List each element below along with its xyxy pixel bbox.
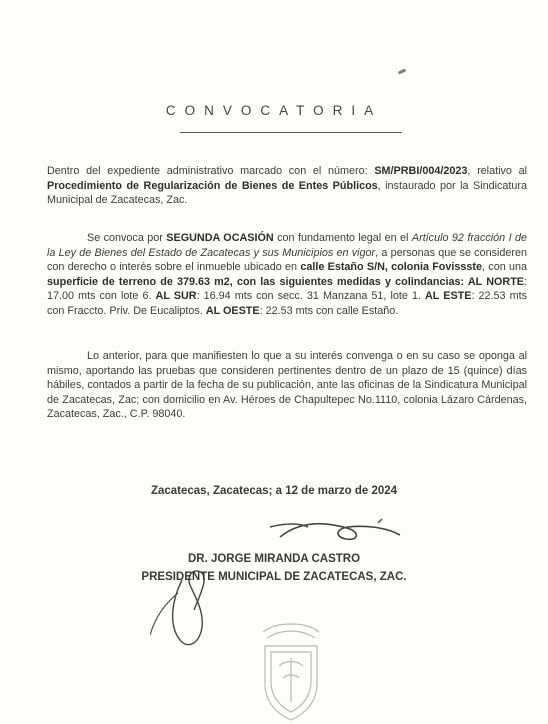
signer-role: PRESIDENTE MUNICIPAL DE ZACATECAS, ZAC.	[141, 571, 407, 583]
title-underline	[180, 132, 402, 133]
p2-text-4: , con una	[482, 261, 527, 274]
p2-legal-reference: Artículo 92 fracción I de la Ley de Bienes del Estado de Zacatecas y sus Municipios en vigor	[47, 232, 527, 259]
p1-text-3: , instaurado por la Sindicatura Municipal de Zacatecas, Zac.	[47, 179, 527, 207]
p1-expediente-number: SM/PRBI/004/2023	[374, 165, 468, 177]
p2-text-5: : 17.00 mts con lote 6.	[47, 275, 527, 303]
date-line: Zacatecas, Zacatecas; a 12 de marzo de 2024	[150, 485, 398, 497]
p1-text-2: , relativo al	[467, 165, 527, 177]
municipal-seal-icon	[249, 622, 333, 722]
document-title: CONVOCATORIA	[165, 103, 383, 118]
p1-procedure-name: Procedimiento de Regularización de Bienes de Entes Públicos	[47, 179, 378, 192]
signer-name: DR. JORGE MIRANDA CASTRO	[187, 553, 361, 565]
p2-west-label: AL OESTE	[205, 304, 260, 317]
paragraph-expediente	[47, 164, 527, 208]
p2-text-7: : 22.53 mts con Fraccto. Priv. De Eucaliptos.	[47, 290, 527, 317]
p2-text-6: : 16.94 mts con secc. 31 Manzana 51, lote 1.	[196, 290, 425, 303]
p2-south-label: AL SUR	[155, 290, 197, 303]
paragraph-convocation	[47, 231, 527, 319]
p2-text-1: Se convoca por	[87, 232, 167, 244]
p2-text-2: con fundamento legal en el	[273, 232, 412, 244]
p2-property-address: calle Estaño S/N, colonia Fovissste	[300, 261, 483, 274]
p1-text-1: Dentro del expediente administrativo marcado con el número:	[47, 165, 375, 177]
p2-east-label: AL ESTE	[425, 290, 472, 303]
p2-second-occasion: SEGUNDA OCASIÓN	[166, 232, 274, 244]
p2-text-8: : 22.53 mts con calle Estaño.	[259, 304, 399, 317]
paragraph-instructions: Lo anterior, para que manifiesten lo que a su interés convenga o en su caso se oponga al mismo, aportando las pruebas que consideren pertinentes dentro de un plazo de 15 (quince) días hábiles, contados a partir de la fecha de su publicación, ante las oficinas de la Sindicatura Municipal de Zacatecas, Zac; con domicilio en Av. Héroes de Chapultepec No.1110, colonia Lázaro Cárdenas, Zacatecas, Zac., C.P. 98040.	[47, 350, 527, 421]
p2-surface-north: superficie de terreno de 379.63 m2, con las siguientes medidas y colindancias: AL NORTE	[47, 275, 524, 288]
scan-mark	[398, 68, 407, 74]
p2-text-3: , a personas que se consideren con derecho o interés sobre el inmueble ubicado en	[47, 246, 528, 274]
